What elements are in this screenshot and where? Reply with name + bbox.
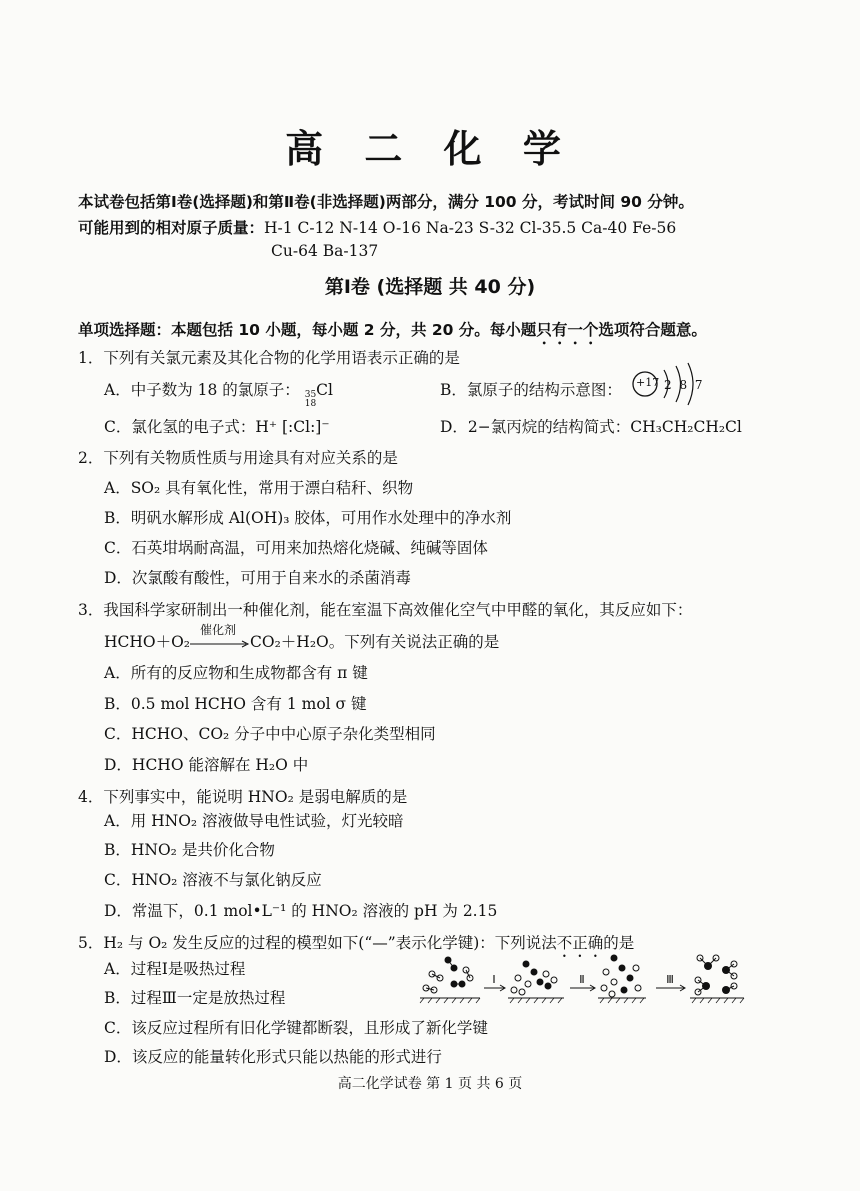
stage-2 — [598, 955, 646, 999]
q5-stem-pre: 5．H₂ 与 O₂ 发生反应的过程的模型如下(“—”表示化学键)：下列说法 — [78, 934, 557, 952]
q5-option-b: B．过程Ⅲ一定是放热过程 — [104, 989, 286, 1007]
q4-option-d: D．常温下，0.1 mol•L⁻¹ 的 HNO₂ 溶液的 pH 为 2.15 — [104, 902, 498, 920]
stage-initial-molecules — [420, 957, 480, 999]
reaction-equation — [104, 623, 500, 652]
q1-option-a — [104, 378, 333, 409]
q4-option-c: C．HNO₂ 溶液不与氯化钠反应 — [104, 871, 322, 889]
instructions-suffix: 选项符合题意。 — [598, 321, 707, 339]
q3-option-b: B．0.5 mol HCHO 含有 1 mol σ 键 — [104, 695, 367, 713]
question-3-stem: 3．我国科学家研制出一种催化剂，能在室温下高效催化空气中甲醛的氧化，其反应如下： — [78, 601, 693, 619]
atomic-mass-label: 可能用到的相对原子质量： — [78, 219, 265, 237]
arrow-icon — [190, 635, 250, 651]
question-1-stem: 1．下列有关氯元素及其化合物的化学用语表示正确的是 — [78, 349, 460, 367]
q1-option-a-text: A．中子数为 18 的氯原子： — [104, 381, 300, 399]
isotope-mass: 35 — [304, 390, 317, 400]
reaction-arrow — [190, 623, 250, 651]
q4-option-a: A．用 HNO₂ 溶液做导电性试验，灯光较暗 — [104, 812, 404, 830]
question-4-stem: 4．下列事实中，能说明 HNO₂ 是弱电解质的是 — [78, 788, 408, 806]
reaction-process-diagram — [418, 948, 748, 1016]
question-2-stem: 2．下列有关物质性质与用途具有对应关系的是 — [78, 449, 398, 467]
electron-formula: H⁺ [:Cl:]⁻ — [255, 418, 330, 436]
step-label-1: Ⅰ — [492, 974, 496, 986]
q1-option-d: D．2−氯丙烷的结构简式：CH₃CH₂CH₂Cl — [440, 418, 742, 436]
isotope-notation — [305, 391, 316, 409]
stage-1 — [508, 961, 564, 999]
nucleus-charge: +17 — [636, 376, 660, 389]
isotope-number: 18 — [304, 399, 317, 409]
q2-option-a: A．SO₂ 具有氧化性，常用于漂白秸秆、织物 — [104, 479, 414, 497]
q1-option-b: B．氯原子的结构示意图： — [440, 381, 622, 399]
atomic-mass-values: H-1 C-12 N-14 O-16 Na-23 S-32 Cl-35.5 Ca-40 Fe-56 — [264, 219, 677, 237]
q2-option-d: D．次氯酸有酸性，可用于自来水的杀菌消毒 — [104, 569, 411, 587]
q1-option-c — [104, 415, 330, 437]
q5-option-d: D．该反应的能量转化形式只能以热能的形式进行 — [104, 1048, 442, 1066]
catalyst-label: 催化剂 — [200, 623, 237, 637]
equation-products: CO₂＋H₂O。下列有关说法正确的是 — [250, 633, 500, 651]
isotope-symbol: Cl — [316, 381, 333, 399]
stage-3-water-molecules — [690, 955, 744, 998]
q5-option-c: C．该反应过程所有旧化学键都断裂，且形成了新化学键 — [104, 1019, 488, 1037]
section-heading: 第Ⅰ卷 (选择题 共 40 分) — [324, 276, 536, 298]
step-label-2: Ⅱ — [579, 974, 585, 986]
q3-option-a: A．所有的反应物和生成物都含有 π 键 — [104, 664, 368, 682]
step-label-3: Ⅲ — [666, 974, 674, 986]
page-title: 高 二 化 学 — [285, 127, 575, 171]
electron-shells: 2 8 7 — [664, 378, 705, 392]
q3-option-d: D．HCHO 能溶解在 H₂O 中 — [104, 756, 309, 774]
atomic-mass-line — [78, 216, 676, 238]
instructions-prefix: 单项选择题：本题包括 10 小题，每小题 2 分，共 20 分。每小题 — [78, 321, 537, 339]
equation-reactants: HCHO＋O₂ — [104, 633, 191, 651]
q1-option-c-text: C．氯化氢的电子式： — [104, 418, 256, 436]
intro-line: 本试卷包括第Ⅰ卷(选择题)和第Ⅱ卷(非选择题)两部分，满分 100 分，考试时间 90 分钟。 — [78, 193, 694, 211]
q5-option-a: A．过程Ⅰ是吸热过程 — [104, 960, 246, 978]
instructions — [78, 318, 707, 348]
q5-stem-post: 的是 — [603, 934, 635, 952]
surface-hatch — [420, 998, 744, 1003]
instructions-emphasis: 只有一个 — [536, 321, 599, 339]
page-footer: 高二化学试卷 第 1 页 共 6 页 — [337, 1076, 523, 1092]
q3-option-c: C．HCHO、CO₂ 分子中中心原子杂化类型相同 — [104, 725, 436, 743]
q2-option-b: B．明矾水解形成 Al(OH)₃ 胶体，可用作水处理中的净水剂 — [104, 509, 512, 527]
q4-option-b: B．HNO₂ 是共价化合物 — [104, 841, 275, 859]
q5-stem-emphasis: 不正确 — [556, 934, 604, 952]
atomic-mass-values-cont: Cu-64 Ba-137 — [271, 242, 379, 260]
q2-option-c: C．石英坩埚耐高温，可用来加热熔化烧碱、纯碱等固体 — [104, 539, 488, 557]
